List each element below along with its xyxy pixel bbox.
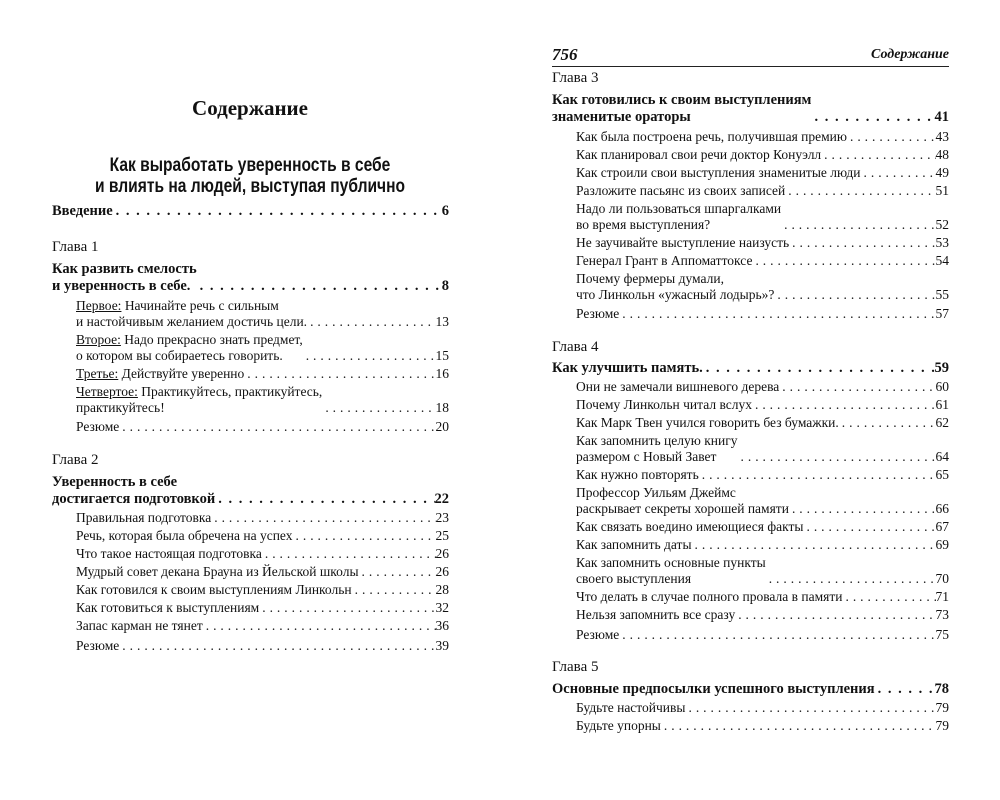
entry-page: 6 xyxy=(441,203,449,219)
book-title-line-2: и влиять на людей, выступая публично xyxy=(94,176,406,197)
toc-entry[interactable]: Что такое настоящая подготовка . . . 26 xyxy=(76,546,449,562)
toc-entry[interactable]: Правильная подготовка . . . 23 xyxy=(76,510,449,526)
toc-entry[interactable]: Нельзя запомнить все сразу . . . 73 xyxy=(576,607,949,623)
chapter-3-label: Глава 3 xyxy=(552,70,599,86)
toc-entry[interactable]: Надо ли пользоваться шпаргалками во время выступления? . . . 52 xyxy=(576,201,949,233)
toc-entry[interactable]: Как запомнить даты . . . 69 xyxy=(576,537,949,553)
toc-entry[interactable]: Резюме . . . 39 xyxy=(76,638,449,654)
chapter-2-title[interactable]: Уверенность в себе достигается подготовкой . . . 22 xyxy=(52,474,449,508)
toc-entry[interactable]: Будьте упорны . . . 79 xyxy=(576,718,949,734)
toc-entry[interactable]: Почему Линкольн читал вслух . . . 61 xyxy=(576,397,949,413)
toc-entry[interactable]: Как запомнить основные пункты своего выступления . . . 70 xyxy=(576,555,949,587)
toc-entry[interactable]: Разложите пасьянс из своих записей . . . 51 xyxy=(576,183,949,199)
chapter-4-title[interactable]: Как улучшить память. . . . 59 xyxy=(552,360,949,377)
toc-entry[interactable]: Как готовился к своим выступлениям Линкольн . . . 28 xyxy=(76,582,449,598)
toc-entry[interactable]: Как Марк Твен учился говорить без бумажки. . . . 62 xyxy=(576,415,949,431)
chapter-1-title[interactable]: Как развить смелость и уверенность в себе. . . . 8 xyxy=(52,261,449,295)
toc-entry[interactable]: Резюме . . . 20 xyxy=(76,419,449,435)
chapter-5-label: Глава 5 xyxy=(552,659,599,675)
toc-entry[interactable]: Как нужно повторять . . . 65 xyxy=(576,467,949,483)
chapter-5-items xyxy=(552,700,949,734)
toc-entry[interactable]: Не заучивайте выступление наизусть . . . 53 xyxy=(576,235,949,251)
toc-entry[interactable]: Первое: Начинайте речь с сильным и настойчивым желанием достичь цели. . . . 13 xyxy=(76,298,449,330)
toc-entry[interactable]: Речь, которая была обречена на успех . . . 25 xyxy=(76,528,449,544)
chapter-4-items xyxy=(552,379,949,643)
chapter-2-label: Глава 2 xyxy=(52,452,99,468)
chapter-2-items xyxy=(52,510,449,654)
toc-entry[interactable]: Как была построена речь, получившая премию . . . 43 xyxy=(576,129,949,145)
chapter-1-items xyxy=(52,298,449,435)
page-header xyxy=(552,44,949,67)
right-page xyxy=(500,0,1000,800)
toc-entry[interactable]: Будьте настойчивы . . . 79 xyxy=(576,700,949,716)
entry-title: Введение xyxy=(52,203,113,219)
toc-entry[interactable]: Резюме . . . 75 xyxy=(576,627,949,643)
toc-entry[interactable]: Генерал Грант в Аппоматтоксе . . . 54 xyxy=(576,253,949,269)
toc-entry[interactable]: Как готовиться к выступлениям . . . 32 xyxy=(76,600,449,616)
book-title xyxy=(94,155,406,197)
toc-entry[interactable]: Запас карман не тянет . . . 36 xyxy=(76,618,449,634)
chapter-3-items xyxy=(552,129,949,322)
running-head: Содержание xyxy=(871,47,949,62)
chapter-4-label: Глава 4 xyxy=(552,339,599,355)
toc-entry[interactable]: Они не замечали вишневого дерева . . . 60 xyxy=(576,379,949,395)
toc-entry[interactable]: Профессор Уильям Джеймс раскрывает секреты хорошей памяти . . . 66 xyxy=(576,485,949,517)
book-title-line-1: Как выработать уверенность в себе xyxy=(109,155,391,176)
chapter-5-title[interactable]: Основные предпосылки успешного выступления . . . 78 xyxy=(552,681,949,698)
toc-entry[interactable]: Почему фермеры думали, что Линкольн «ужасный лодырь»? . . . 55 xyxy=(576,271,949,303)
toc-entry[interactable]: Четвертое: Практикуйтесь, практикуйтесь, практикуйтесь! . . . 18 xyxy=(76,384,449,416)
toc-entry[interactable]: Как планировал свои речи доктор Конуэлл . . . 48 xyxy=(576,147,949,163)
toc-right xyxy=(552,70,949,734)
chapter-3-title[interactable]: Как готовились к своим выступлениям знаменитые ораторы . . . 41 xyxy=(552,92,949,126)
toc-entry[interactable]: Мудрый совет декана Брауна из Йельской школы . . . 26 xyxy=(76,564,449,580)
chapter-1-label: Глава 1 xyxy=(52,239,99,255)
toc-entry[interactable]: Как запомнить целую книгу размером с Новый Завет . . . 64 xyxy=(576,433,949,465)
contents-heading: Содержание xyxy=(192,96,308,120)
toc-entry[interactable]: Третье: Действуйте уверенно . . . 16 xyxy=(76,366,449,382)
toc-entry[interactable]: Что делать в случае полного провала в памяти . . . 71 xyxy=(576,589,949,605)
toc-entry[interactable]: Как связать воедино имеющиеся факты . . . 67 xyxy=(576,519,949,535)
toc-entry-intro[interactable] xyxy=(52,202,449,220)
page-number: 756 xyxy=(552,45,578,64)
toc-left xyxy=(52,202,449,654)
toc-entry[interactable]: Второе: Надо прекрасно знать предмет, о котором вы собираетесь говорить. . . . 15 xyxy=(76,332,449,364)
toc-entry[interactable]: Как строили свои выступления знаменитые люди . . . 49 xyxy=(576,165,949,181)
toc-entry[interactable]: Резюме . . . 57 xyxy=(576,306,949,322)
